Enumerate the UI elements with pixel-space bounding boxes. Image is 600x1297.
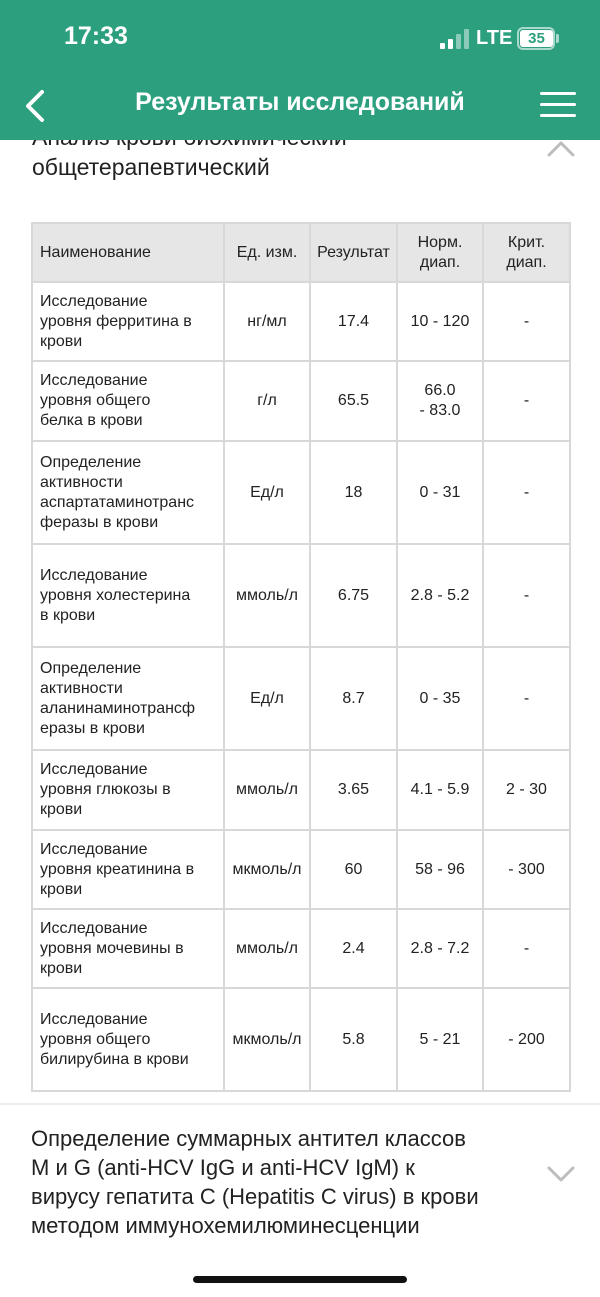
cell-name-line: уровня ферритина в [40, 312, 192, 330]
header-result: Результат [310, 223, 397, 282]
cell-name-line: белка в крови [40, 412, 143, 429]
section-title-line: общетерапевтический [32, 154, 270, 180]
cell-result: 17.4 [310, 282, 397, 361]
table-row [32, 282, 570, 361]
cell-result: 5.8 [310, 988, 397, 1091]
cell-name-line: активности [40, 473, 123, 491]
cell-result: 3.65 [310, 750, 397, 830]
cell-result: 60 [310, 830, 397, 909]
header-norm-line: диап. [419, 253, 461, 271]
cell-name [32, 830, 224, 909]
cell-norm-line: 0 - 31 [419, 483, 461, 501]
table-row [32, 647, 570, 750]
cell-name-line: крови [40, 801, 83, 818]
cell-crit: - 200 [483, 988, 570, 1091]
app-header [0, 0, 600, 140]
cell-norm [397, 988, 483, 1091]
table-header-row [32, 223, 570, 282]
cell-name-line: уровня мочевины в [40, 939, 184, 957]
cell-crit: - [483, 647, 570, 750]
cell-unit: Ед/л [224, 441, 310, 544]
cell-unit: Ед/л [224, 647, 310, 750]
battery-level: 35 [520, 30, 553, 47]
table-row [32, 750, 570, 830]
table-row [32, 544, 570, 647]
table-row [32, 909, 570, 988]
cell-crit: - [483, 361, 570, 441]
cell-name-line: уровня общего [40, 392, 151, 409]
cell-name-line: уровня холестерина [40, 586, 191, 604]
cell-norm-line: 58 - 96 [415, 860, 465, 878]
cell-norm [397, 441, 483, 544]
cell-norm [397, 282, 483, 361]
header-crit-line: диап. [506, 253, 547, 271]
cell-result: 8.7 [310, 647, 397, 750]
cell-name-line: билирубина в крови [40, 1050, 189, 1068]
cell-name [32, 544, 224, 647]
hamburger-menu-icon[interactable] [540, 92, 576, 118]
cell-name-line: крови [40, 332, 83, 350]
cell-name-line: феразы в крови [40, 513, 159, 531]
cell-norm-line: 2.8 - 7.2 [410, 939, 470, 957]
cell-norm [397, 647, 483, 750]
cell-name-line: Исследование [40, 292, 148, 310]
header-name: Наименование [32, 223, 224, 282]
table-row [32, 441, 570, 544]
header-crit-line: Крит. [507, 233, 546, 251]
cell-name-line: Исследование [40, 372, 148, 389]
cell-crit: - [483, 544, 570, 647]
cell-name-line: аланинаминотрансф [40, 699, 196, 717]
header-crit [483, 223, 570, 282]
cell-name-line: Исследование [40, 566, 148, 584]
cell-name-line: Исследование [40, 761, 148, 778]
battery-tip [556, 34, 559, 43]
cell-norm [397, 909, 483, 988]
cell-unit: мкмоль/л [224, 988, 310, 1091]
cell-name-line: Исследование [40, 919, 148, 937]
table-row [32, 988, 570, 1091]
cell-norm-line: - 83.0 [419, 402, 461, 419]
section2-title[interactable] [31, 1124, 561, 1240]
cell-name-line: еразы в крови [40, 719, 145, 737]
table-row [32, 361, 570, 441]
header-norm [397, 223, 483, 282]
cell-crit: - [483, 909, 570, 988]
home-indicator [193, 1276, 407, 1283]
cell-name [32, 988, 224, 1091]
section-divider [0, 1103, 600, 1105]
cell-crit: - 300 [483, 830, 570, 909]
cell-unit: нг/мл [224, 282, 310, 361]
status-time: 17:33 [64, 22, 128, 50]
cell-unit: мкмоль/л [224, 830, 310, 909]
header-norm-line: Норм. [417, 233, 463, 251]
cell-norm-line: 2.8 - 5.2 [410, 586, 470, 604]
header-unit: Ед. изм. [224, 223, 310, 282]
cell-result: 18 [310, 441, 397, 544]
chevron-down-icon[interactable] [546, 1164, 576, 1184]
cell-name [32, 647, 224, 750]
cell-name-line: Определение [40, 659, 142, 677]
chevron-up-icon[interactable] [546, 138, 576, 158]
cell-unit: г/л [224, 361, 310, 441]
cell-norm-line: 0 - 35 [419, 689, 461, 707]
page-title: Результаты исследований [135, 88, 465, 116]
cell-result: 6.75 [310, 544, 397, 647]
cell-name-line: Исследование [40, 840, 148, 858]
cell-name-line: крови [40, 880, 83, 898]
cell-name [32, 909, 224, 988]
cell-result: 2.4 [310, 909, 397, 988]
cell-name-line: крови [40, 959, 83, 977]
table-row [32, 830, 570, 909]
cell-norm-line: 4.1 - 5.9 [410, 781, 470, 798]
cell-crit: - [483, 282, 570, 361]
cell-name [32, 441, 224, 544]
cell-norm [397, 544, 483, 647]
cell-name-line: аспартатаминотранс [40, 493, 195, 511]
cell-result: 65.5 [310, 361, 397, 441]
cell-norm-line: 5 - 21 [419, 1030, 461, 1048]
cell-norm-line: 10 - 120 [410, 312, 470, 330]
cell-name-line: уровня креатинина в [40, 860, 195, 878]
cell-crit: 2 - 30 [483, 750, 570, 830]
results-table [31, 222, 571, 1092]
cell-name-line: Определение [40, 453, 142, 471]
cell-name [32, 750, 224, 830]
cell-name-line: активности [40, 679, 123, 697]
cell-name [32, 361, 224, 441]
battery-icon [517, 27, 555, 50]
cell-name-line: уровня глюкозы в [40, 781, 171, 798]
cell-norm [397, 830, 483, 909]
cell-name-line: в крови [40, 606, 96, 624]
cell-unit: ммоль/л [224, 909, 310, 988]
cell-norm-line: 66.0 [424, 382, 456, 399]
cell-unit: ммоль/л [224, 750, 310, 830]
cell-norm [397, 361, 483, 441]
network-type: LTE [476, 27, 513, 49]
cell-name [32, 282, 224, 361]
section2-title-line: Определение суммарных антител классов [31, 1126, 466, 1151]
section2-title-line: M и G (anti-HCV IgG и anti-HCV IgM) к [31, 1155, 415, 1180]
cell-unit: ммоль/л [224, 544, 310, 647]
cell-name-line: уровня общего [40, 1030, 151, 1048]
cell-name-line: Исследование [40, 1010, 148, 1028]
signal-icon [440, 29, 470, 49]
cell-norm [397, 750, 483, 830]
cell-crit: - [483, 441, 570, 544]
section2-title-line: вирусу гепатита C (Hepatitis C virus) в крови [31, 1184, 479, 1209]
section2-title-line: методом иммунохемилюминесценции [31, 1213, 420, 1238]
